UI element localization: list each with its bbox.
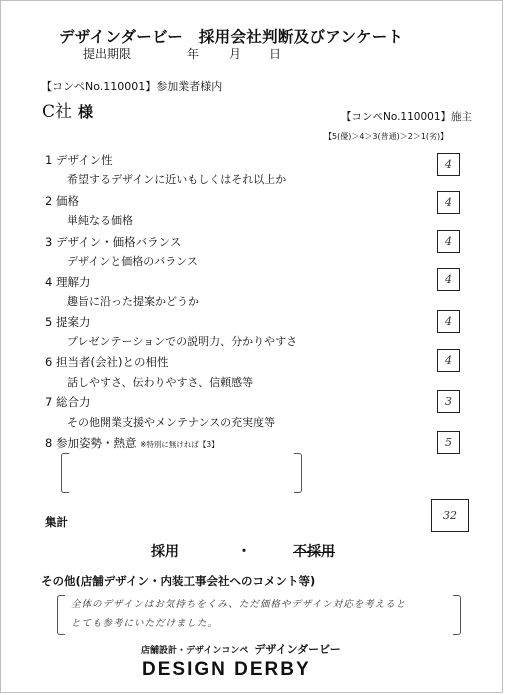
handwritten-comment-line-1: 全体のデザインはお気持ちをくみ、ただ価格やデザイン対応を考えると <box>71 599 407 610</box>
comment-bracket-right <box>453 595 461 635</box>
item-3-score-box[interactable] <box>437 230 460 253</box>
item-7-description: その他開業支援やメンテナンスの充実度等 <box>67 416 276 429</box>
item-4-score: 4 <box>445 273 452 286</box>
contest-notice: 【コンペNo.110001】参加業者様内 <box>41 80 223 93</box>
handwritten-comment-line-2: とても参考にいただけました。 <box>71 618 219 629</box>
footer-brand-jp: デザインダービー <box>254 643 341 656</box>
deadline-label: 提出期限 <box>83 47 132 61</box>
item-8-comment-bracket-right <box>294 453 302 493</box>
item-5-score-box[interactable] <box>437 310 460 333</box>
company-name: C社 <box>42 102 73 122</box>
item-6-score: 4 <box>445 354 452 367</box>
deadline-row <box>83 45 282 62</box>
item-1-score: 4 <box>445 158 452 171</box>
item-4-description: 趣旨に沿った提案かどうか <box>67 295 199 308</box>
item-6-score-box[interactable] <box>437 349 460 372</box>
reject-option[interactable]: 不採用 <box>293 544 335 560</box>
item-2-score-box[interactable] <box>437 191 460 214</box>
total-score: 32 <box>443 509 457 522</box>
deadline-month: 月 <box>229 47 242 61</box>
other-comments-label: その他(店舗デザイン・内装工事会社へのコメント等) <box>41 574 316 588</box>
item-5-title: 5 提案力 <box>45 315 91 329</box>
item-2-description: 単純なる価格 <box>67 214 133 227</box>
item-7-score-box[interactable] <box>437 390 460 413</box>
footer-tagline <box>141 641 341 657</box>
company-name-row <box>42 97 93 122</box>
company-honorific: 様 <box>78 103 94 121</box>
item-2-title: 2 価格 <box>45 194 79 208</box>
total-label: 集計 <box>45 515 68 529</box>
item-8-title <box>45 435 219 451</box>
organizer-label: 【コンペNo.110001】施主 <box>341 111 473 123</box>
score-legend: 【5(優)＞4＞3(普通)＞2＞1(劣)】 <box>324 132 449 141</box>
item-3-title: 3 デザイン・価格バランス <box>45 235 182 249</box>
item-1-score-box[interactable] <box>437 153 460 176</box>
design-derby-logo: DESIGN DERBY <box>142 659 311 680</box>
item-8-title-text: 8 参加姿勢・熱意 <box>45 436 137 450</box>
item-5-score: 4 <box>445 315 452 328</box>
decision-separator: ・ <box>237 544 251 560</box>
item-8-comment-bracket-left <box>61 453 69 493</box>
item-2-score: 4 <box>445 196 452 209</box>
item-7-score: 3 <box>445 395 452 408</box>
item-8-score: 5 <box>445 436 452 449</box>
item-1-description: 希望するデザインに近いもしくはそれ以上か <box>67 173 287 186</box>
adopt-option[interactable]: 採用 <box>151 544 179 560</box>
item-6-title: 6 担当者(会社)との相性 <box>45 355 169 369</box>
item-7-title: 7 総合力 <box>45 395 91 409</box>
deadline-year: 年 <box>187 47 200 61</box>
comment-bracket-left <box>57 595 65 635</box>
item-6-description: 話しやすさ、伝わりやすさ、信頼感等 <box>67 376 254 389</box>
item-5-description: プレゼンテーションでの説明力、分かりやすさ <box>67 335 298 348</box>
footer-tagline-text: 店舗設計・デザインコンペ <box>141 646 249 656</box>
item-1-title: 1 デザイン性 <box>45 153 113 167</box>
item-4-score-box[interactable] <box>437 268 460 291</box>
item-4-title: 4 理解力 <box>45 275 91 289</box>
item-8-score-box[interactable] <box>437 431 460 454</box>
item-8-note: ※特別に無ければ【3】 <box>140 440 219 449</box>
total-score-box[interactable] <box>431 499 469 532</box>
deadline-day: 日 <box>269 47 282 61</box>
form-title: デザインダービー 採用会社判断及びアンケート <box>59 28 404 46</box>
item-3-description: デザインと価格のバランス <box>67 255 198 268</box>
item-3-score: 4 <box>445 235 452 248</box>
